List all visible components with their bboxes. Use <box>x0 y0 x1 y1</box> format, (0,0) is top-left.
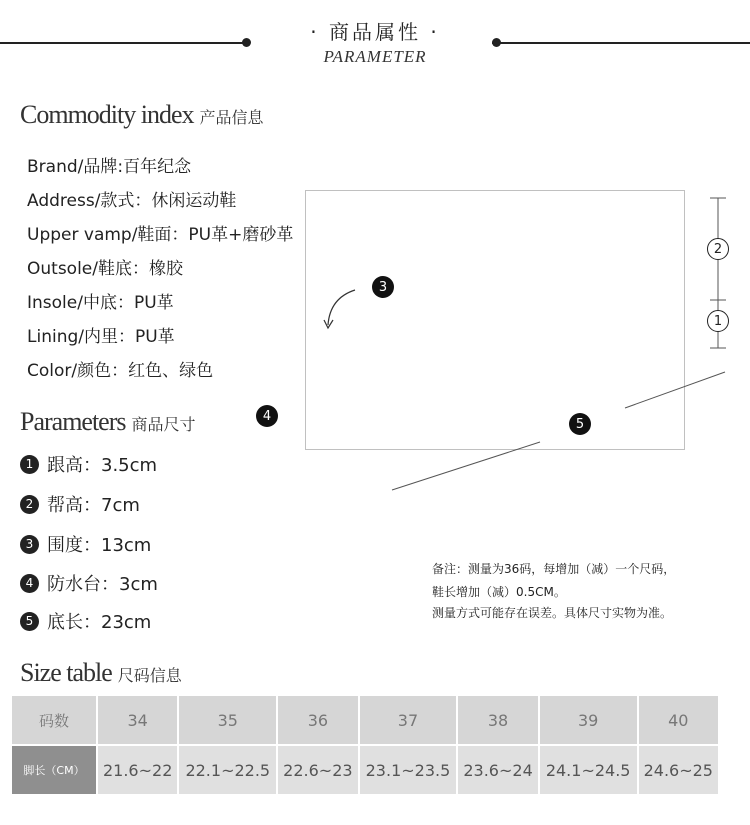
header-title: · 商品属性 · <box>310 20 440 44</box>
size-table <box>10 694 720 796</box>
info-insole: Insole/中底：PU革 <box>27 293 174 313</box>
header-subtitle: PARAMETER <box>323 47 427 66</box>
commodity-heading-en: Commodity index <box>20 100 194 129</box>
table-row <box>12 746 718 794</box>
info-upper: Upper vamp/鞋面：PU革+磨砂革 <box>27 225 294 245</box>
table-row <box>12 696 718 744</box>
figure-label-2: 2 <box>707 238 729 260</box>
param-number-badge: 5 <box>20 612 39 631</box>
length-cell: 23.1~23.5 <box>360 746 457 794</box>
parameters-heading <box>20 407 196 437</box>
param-number-badge: 1 <box>20 455 39 474</box>
length-cell: 23.6~24 <box>458 746 537 794</box>
note-line: 备注：测量为36码，每增加（减）一个尺码， <box>432 562 676 576</box>
param-number-badge: 3 <box>20 535 39 554</box>
param-text: 围度：13cm <box>47 535 152 556</box>
parameters-heading-cn: 商品尺寸 <box>131 415 196 434</box>
figure-label-4: 4 <box>256 405 278 427</box>
length-cell: 24.1~24.5 <box>540 746 637 794</box>
row-label-size: 码数 <box>12 696 96 744</box>
note-line: 鞋长增加（减）0.5CM。 <box>432 585 566 599</box>
size-cell: 35 <box>179 696 276 744</box>
info-lining: Lining/内里：PU革 <box>27 327 175 347</box>
param-platform <box>20 570 158 596</box>
commodity-heading-cn: 产品信息 <box>199 108 264 127</box>
param-heel-height <box>20 451 157 477</box>
shoe-dimension-lines <box>300 180 740 500</box>
param-number-badge: 4 <box>20 574 39 593</box>
length-cell: 24.6~25 <box>639 746 718 794</box>
info-color: Color/颜色：红色、绿色 <box>27 361 214 381</box>
size-cell: 40 <box>639 696 718 744</box>
figure-label-5: 5 <box>569 413 591 435</box>
figure-label-3: 3 <box>372 276 394 298</box>
param-text: 防水台：3cm <box>47 574 158 595</box>
length-cell: 22.6~23 <box>278 746 357 794</box>
size-cell: 38 <box>458 696 537 744</box>
size-cell: 34 <box>98 696 177 744</box>
size-table-heading-en: Size table <box>20 658 112 687</box>
param-upper-height <box>20 491 140 517</box>
length-cell: 22.1~22.5 <box>179 746 276 794</box>
size-table-heading-cn: 尺码信息 <box>117 666 182 685</box>
info-style: Address/款式：休闲运动鞋 <box>27 191 237 211</box>
param-text: 底长：23cm <box>47 612 152 633</box>
size-table-heading <box>20 658 182 688</box>
note-line: 测量方式可能存在误差。具体尺寸实物为准。 <box>432 606 673 620</box>
param-text: 帮高：7cm <box>47 495 140 516</box>
param-number-badge: 2 <box>20 495 39 514</box>
param-text: 跟高：3.5cm <box>47 455 158 476</box>
size-cell: 37 <box>360 696 457 744</box>
size-cell: 36 <box>278 696 357 744</box>
commodity-heading <box>20 100 264 130</box>
row-label-foot-length: 脚长（CM） <box>12 746 96 794</box>
length-cell: 21.6~22 <box>98 746 177 794</box>
size-cell: 39 <box>540 696 637 744</box>
parameters-heading-en: Parameters <box>20 407 126 436</box>
figure-label-1: 1 <box>707 310 729 332</box>
param-girth <box>20 531 151 557</box>
param-sole-length <box>20 608 151 634</box>
info-outsole: Outsole/鞋底：橡胶 <box>27 259 183 279</box>
info-brand: Brand/品牌:百年纪念 <box>27 157 192 177</box>
